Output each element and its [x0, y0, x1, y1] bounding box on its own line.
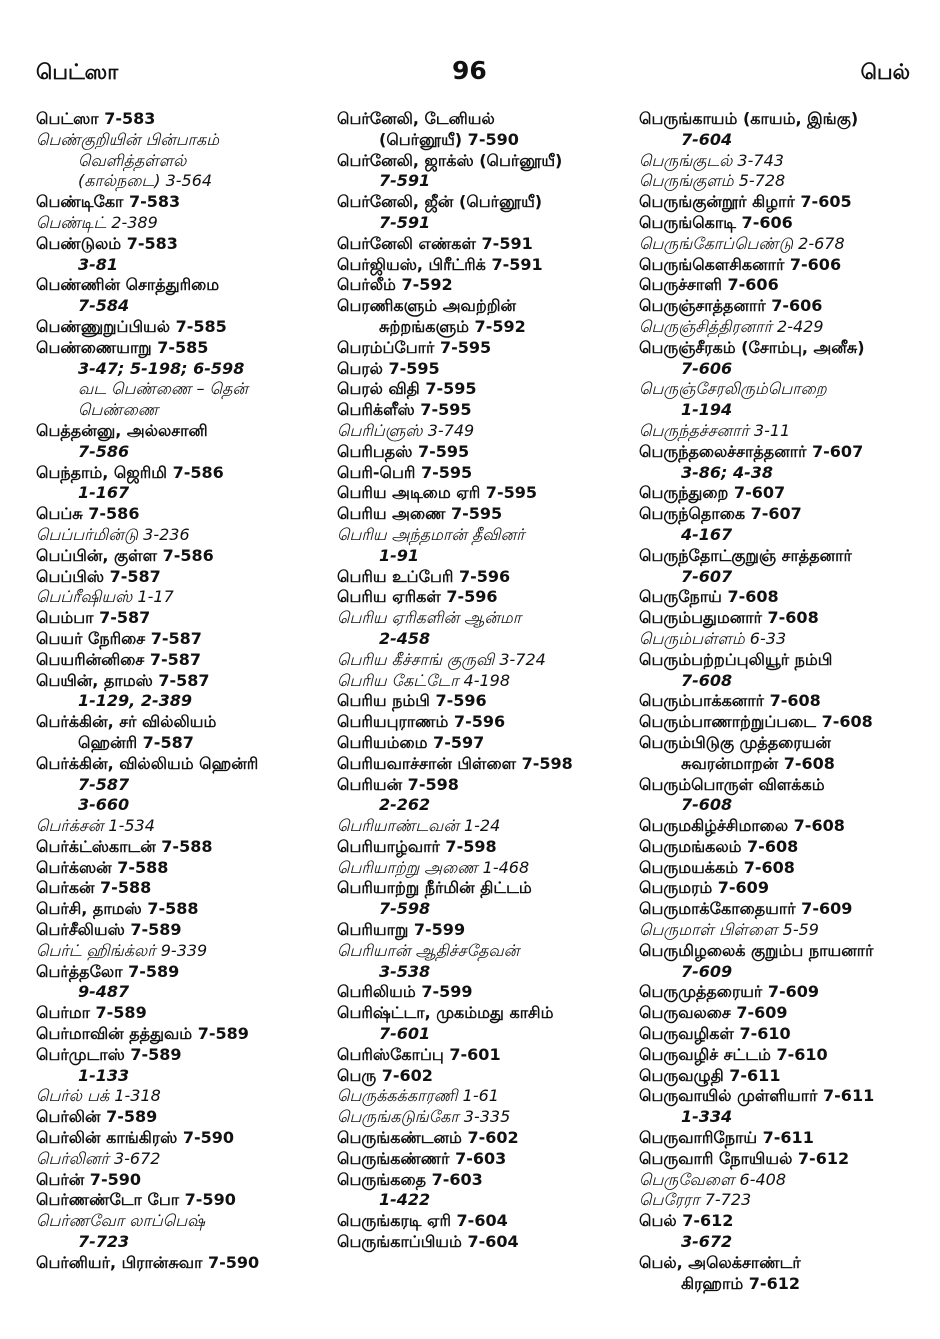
index-line: பெயின், தாமஸ் 7-587 — [36, 670, 210, 690]
index-line: பெர்க்ஸன் 7-588 — [36, 857, 169, 877]
index-line: பெரிய உப்பேரி 7-596 — [337, 566, 511, 586]
index-line: பெரிய அணை 7-595 — [337, 504, 503, 524]
index-line: பெருமங்கலம் 7-608 — [639, 836, 799, 856]
index-line: பெருமாக்கோதையார் 7-609 — [639, 899, 853, 919]
index-line: பெருஞ்சேரலிரும்பொறை — [639, 379, 827, 399]
index-line: 1-133 — [78, 1065, 130, 1085]
index-line: பெருவாயில் முள்ளியார் 7-611 — [639, 1086, 875, 1106]
header-first-entry: பெட்ஸா — [36, 60, 119, 84]
index-line: பெருந்தொகை 7-607 — [639, 504, 802, 524]
index-line: பெண்டிட் 2-389 — [36, 212, 158, 232]
index-line: பெர்கன் 7-588 — [36, 878, 152, 898]
index-line: வெளித்தள்ளல் — [78, 150, 187, 170]
index-line: பெருங்கதை 7-603 — [337, 1169, 483, 1189]
index-line: பெருஞ்சீரகம் (சோம்பு, அனீசு) — [639, 337, 865, 357]
index-line: பெருங்கண்ணர் 7-603 — [337, 1148, 507, 1168]
index-line: பெரேரா 7-723 — [639, 1190, 752, 1210]
index-line: பெருங்காயம் (காயம், இங்கு) — [639, 109, 859, 128]
index-line: கிரஹாம் 7-612 — [681, 1273, 800, 1293]
index-line: பெருமுத்தரையர் 7-609 — [639, 982, 820, 1002]
index-line: பெருங்கௌசிகனார் 7-606 — [639, 254, 842, 274]
index-line: பெண்குறியின் பின்பாகம் — [36, 129, 220, 149]
index-line: பெர்னேலி, ஜாக்ஸ் (பெர்னூயீ) — [337, 150, 563, 170]
index-line: 7-608 — [681, 795, 733, 815]
index-line: பெரியன் 7-598 — [337, 774, 459, 794]
index-line: 3-660 — [78, 795, 130, 815]
index-line: பெருந்தச்சனார் 3-11 — [639, 420, 791, 440]
index-line: பெர்சி, தாமஸ் 7-588 — [36, 899, 199, 919]
index-line: பெண்ணையாறு 7-585 — [36, 337, 209, 357]
index-line: பெரியவாச்சான் பிள்ளை 7-598 — [337, 753, 573, 773]
index-line: பெர்லினர் 3-672 — [36, 1148, 161, 1168]
index-line: பெர்க்சன் 1-534 — [36, 816, 155, 836]
index-line: பெருந்தலைச்சாத்தனார் 7-607 — [639, 441, 864, 461]
index-line: பெயர் நேரிசை 7-587 — [36, 628, 202, 648]
index-line: பெர்ட் ஹிங்க்லர் 9-339 — [36, 940, 208, 960]
index-line: பெரும்பொருள் விளக்கம் — [639, 774, 825, 794]
index-line: பெருங்கோப்பெண்டு 2-678 — [639, 233, 845, 253]
index-line: பெரணிகளும் அவற்றின் — [337, 296, 517, 316]
index-line: பெண்ணை — [78, 400, 159, 420]
index-line: பெருங்கரடி ஏரி 7-604 — [337, 1211, 508, 1231]
index-line: பெரு 7-602 — [337, 1065, 433, 1085]
index-line: 7-584 — [78, 296, 130, 316]
index-line: பெரல் விதி 7-595 — [337, 379, 477, 399]
index-line: பெப்சு 7-586 — [36, 504, 140, 524]
index-line: பெர்ன் 7-590 — [36, 1169, 141, 1189]
index-line: 2-262 — [379, 795, 431, 815]
index-line: பெட்ஸா 7-583 — [36, 109, 156, 128]
index-line: பெந்தாம், ஜெரிமி 7-586 — [36, 462, 224, 482]
index-line: 2-458 — [379, 628, 431, 648]
index-line: பெருமகிழ்ச்சிமாலை 7-608 — [639, 816, 845, 836]
index-line: பெரியாறு 7-599 — [337, 920, 466, 940]
index-line: பெரிய அடிமை ஏரி 7-595 — [337, 483, 537, 503]
index-line: பெரியாற்று நீர்மின் திட்டம் — [337, 878, 532, 898]
index-line: 7-604 — [681, 129, 733, 149]
index-line: 7-591 — [379, 171, 431, 191]
index-line: பெர்க்கின், வில்லியம் ஹென்ரி — [36, 753, 259, 773]
index-line: பெரிய ஏரிகளின் ஆன்மா — [337, 608, 522, 628]
index-line: பெப்பர்மின்டு 3-236 — [36, 524, 190, 544]
index-line: பெரிலியம் 7-599 — [337, 982, 473, 1002]
index-line: பெர்க்ட்ஸ்காடன் 7-588 — [36, 836, 213, 856]
index-line: பெருவழுதி 7-611 — [639, 1065, 781, 1085]
index-line: பெர்னேலி, ஜீன் (பெர்னூயீ) — [337, 192, 543, 212]
index-line: பெரியாற்று அணை 1-468 — [337, 857, 530, 877]
index-line: 7-607 — [681, 566, 733, 586]
index-line: பெருமாள் பிள்ளை 5-59 — [639, 920, 819, 940]
index-line: பெர்னேலி, டேனியல் — [337, 109, 495, 128]
index-line: பெர்னியர், பிரான்சுவா 7-590 — [36, 1252, 260, 1272]
index-line: பெருவேளை 6-408 — [639, 1169, 787, 1189]
index-line: பெரிய நம்பி 7-596 — [337, 691, 487, 711]
index-line: பெருவலசை 7-609 — [639, 1003, 788, 1023]
index-line: பெருவாரி நோயியல் 7-612 — [639, 1148, 850, 1168]
index-line: பெம்பா 7-587 — [36, 608, 151, 628]
index-line: பெருவழிச் சட்டம் 7-610 — [639, 1044, 828, 1064]
index-line: பெரியாண்டவன் 1-24 — [337, 816, 501, 836]
index-line: பெரும்பற்றப்புலியூர் நம்பி — [639, 649, 833, 669]
index-line: பெருமரம் 7-609 — [639, 878, 769, 898]
index-line: 1-194 — [681, 400, 733, 420]
index-line: 1-422 — [379, 1190, 431, 1210]
index-line: பெரிஸ்கோப்பு 7-601 — [337, 1044, 501, 1064]
index-line: 7-608 — [681, 670, 733, 690]
index-line: பெரும்பிடுகு முத்தரையன் — [639, 732, 831, 752]
index-column-2 — [337, 109, 637, 1253]
index-line: பெண்ணுறுப்பியல் 7-585 — [36, 316, 227, 336]
index-line: பெர்ணண்டோ போ 7-590 — [36, 1190, 236, 1210]
index-line: 1-334 — [681, 1107, 733, 1127]
index-line: பெரும்பள்ளம் 6-33 — [639, 628, 787, 648]
index-line: பெருவழிகள் 7-610 — [639, 1024, 791, 1044]
index-line: 7-598 — [379, 899, 431, 919]
index-line: பெரிபதஸ் 7-595 — [337, 441, 470, 461]
index-line: பெருச்சாளி 7-606 — [639, 275, 779, 295]
index-line: பெருஞ்சாத்தனார் 7-606 — [639, 296, 823, 316]
index-line: பெரும்பாணாற்றுப்படை 7-608 — [639, 712, 873, 732]
index-line: பெத்தன்னு, அல்லசானி — [36, 420, 208, 440]
header-last-entry: பெல் — [860, 60, 910, 84]
index-line: 7-591 — [379, 212, 431, 232]
index-line: பெப்ரீஷியஸ் 1-17 — [36, 587, 174, 607]
index-line: 4-167 — [681, 524, 733, 544]
index-line: பெயரின்னிசை 7-587 — [36, 649, 201, 669]
index-line: பெர்ஜியஸ், பிரீட்ரிக் 7-591 — [337, 254, 543, 274]
index-line: 3-538 — [379, 961, 431, 981]
index-line: பெண்ணின் சொத்துரிமை — [36, 275, 220, 295]
index-line: சுற்றங்களும் 7-592 — [379, 316, 526, 336]
index-line: வட பெண்ணை – தென் — [78, 379, 248, 399]
index-line: பெருமிழலைக் குறும்ப நாயனார் — [639, 940, 874, 960]
index-line: பெரும்பாக்கனார் 7-608 — [639, 691, 821, 711]
index-line: பெருமயக்கம் 7-608 — [639, 857, 795, 877]
index-line: பெருங்கடுங்கோ 3-335 — [337, 1107, 511, 1127]
index-line: பெருங்கண்டனம் 7-602 — [337, 1128, 519, 1148]
index-line: பெர்லின் 7-589 — [36, 1107, 158, 1127]
index-line: 7-587 — [78, 774, 130, 794]
index-line: (பெர்னூயீ) 7-590 — [379, 129, 519, 149]
index-line: பெர்மா 7-589 — [36, 1003, 147, 1023]
index-line: பெருங்குளம் 5-728 — [639, 171, 786, 191]
index-line: பெரிய கீச்சாங் குருவி 3-724 — [337, 649, 546, 669]
index-line: ஹென்ரி 7-587 — [78, 732, 194, 752]
index-line: பெண்டிகோ 7-583 — [36, 192, 181, 212]
index-line: 9-487 — [78, 982, 130, 1002]
index-line: பெர்லீம் 7-592 — [337, 275, 453, 295]
index-line: 1-91 — [379, 545, 420, 565]
index-line: பெரியம்மை 7-597 — [337, 732, 485, 752]
index-line: 3-672 — [681, 1232, 733, 1252]
index-line: பெருந்தோட்குறுஞ் சாத்தனார் — [639, 545, 852, 565]
index-line: பெர்ணவோ லாப்பெஷ் — [36, 1211, 206, 1231]
index-line: பெரும்பதுமனார் 7-608 — [639, 608, 819, 628]
index-line: பெர்னேலி எண்கள் 7-591 — [337, 233, 533, 253]
index-line: பெண்டுலம் 7-583 — [36, 233, 178, 253]
index-line: பெர்ல் பக் 1-318 — [36, 1086, 161, 1106]
index-line: 7-609 — [681, 961, 733, 981]
index-line: பெர்லின் காங்கிரஸ் 7-590 — [36, 1128, 235, 1148]
index-line: 3-86; 4-38 — [681, 462, 774, 482]
index-line: பெருந்துறை 7-607 — [639, 483, 786, 503]
index-line: (கால்நடை) 3-564 — [78, 171, 213, 191]
index-line: பெருக்கக்காரணி 1-61 — [337, 1086, 499, 1106]
index-line: பெர்மாவின் தத்துவம் 7-589 — [36, 1024, 249, 1044]
index-line: பெரிய அந்தமான் தீவினர் — [337, 524, 525, 544]
index-line: பெரியான் ஆதிச்சதேவன் — [337, 940, 520, 960]
index-line: பெரி-பெரி 7-595 — [337, 462, 473, 482]
index-line: பெரல் 7-595 — [337, 358, 440, 378]
index-line: 7-723 — [78, 1232, 130, 1252]
index-column-3 — [639, 109, 935, 1294]
index-line: 7-606 — [681, 358, 733, 378]
index-line: பெர்க்கின், சர் வில்லியம் — [36, 712, 217, 732]
index-column-1 — [36, 109, 326, 1274]
index-line: பெருங்கொடி 7-606 — [639, 212, 793, 232]
index-line: பெருங்குன்றூர் கிழார் 7-605 — [639, 192, 852, 212]
index-line: பெப்பின், குள்ள 7-586 — [36, 545, 214, 565]
index-line: பெருங்குடல் 3-743 — [639, 150, 784, 170]
index-line: பெருங்காப்பியம் 7-604 — [337, 1232, 519, 1252]
index-line: பெரிப்ளுஸ் 3-749 — [337, 420, 475, 440]
index-line: 1-129, 2-389 — [78, 691, 192, 711]
index-line: பெரிக்ளீஸ் 7-595 — [337, 400, 472, 420]
index-line: 1-167 — [78, 483, 130, 503]
index-line: பெரிஷ்ட்டா, முகம்மது காசிம் — [337, 1003, 554, 1023]
index-line: பெல், அலெக்சாண்டர் — [639, 1252, 801, 1272]
page-number: 96 — [452, 56, 487, 85]
index-line: பெரம்ப்போர் 7-595 — [337, 337, 492, 357]
index-line: 3-47; 5-198; 6-598 — [78, 358, 245, 378]
index-line: பெருநோய் 7-608 — [639, 587, 779, 607]
index-line: சுவரன்மாறன் 7-608 — [681, 753, 835, 773]
index-line: பெர்த்தலோ 7-589 — [36, 961, 180, 981]
index-line: பெருவாரிநோய் 7-611 — [639, 1128, 814, 1148]
index-line: பெர்முடாஸ் 7-589 — [36, 1044, 182, 1064]
index-line: பெல் 7-612 — [639, 1211, 734, 1231]
index-line: 7-586 — [78, 441, 130, 461]
index-line: பெரிய ஏரிகள் 7-596 — [337, 587, 498, 607]
index-line: பெரிய கேட்டோ 4-198 — [337, 670, 511, 690]
index-line: பெரியாழ்வார் 7-598 — [337, 836, 497, 856]
index-line: 3-81 — [78, 254, 119, 274]
index-line: பெர்சீலியஸ் 7-589 — [36, 920, 182, 940]
index-line: 7-601 — [379, 1024, 431, 1044]
index-line: பெரியபுராணம் 7-596 — [337, 712, 506, 732]
index-line: பெருஞ்சித்திரனார் 2-429 — [639, 316, 824, 336]
index-line: பெப்பிஸ் 7-587 — [36, 566, 161, 586]
